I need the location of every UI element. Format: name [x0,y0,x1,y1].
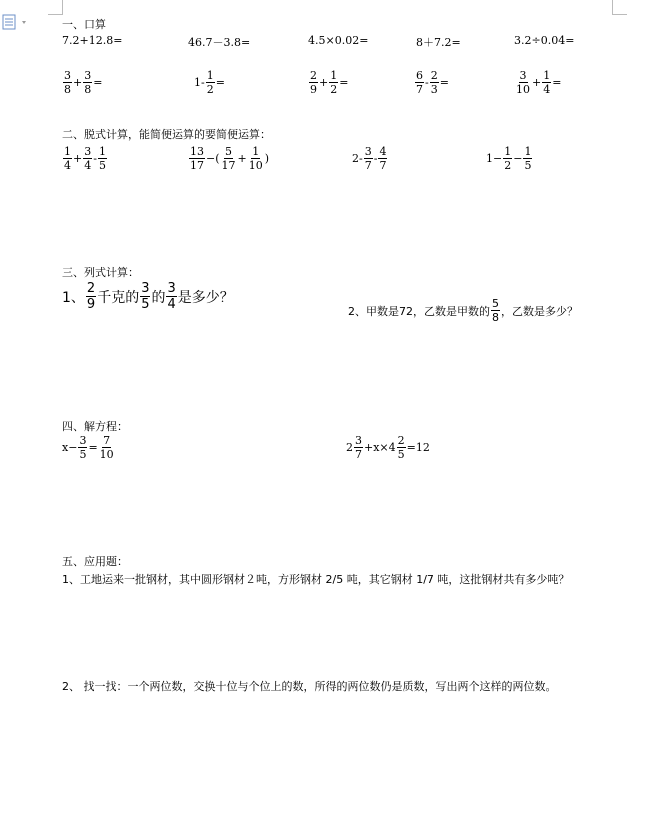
stepwise-problem-3: 2- $\frac{3}{7}$ - $\frac{4}{7}$ [352,145,387,172]
column-calc-question-2: 2、甲数是72，乙数是甲数的 $\frac{5}{8}$ ，乙数是多少？ [348,297,578,324]
oral-expression-2: 46.7－3.8= [188,36,251,49]
oral-fraction-5: $\frac{3}{10}$ + $\frac{1}{4}$ = [516,69,562,96]
oral-fraction-3: $\frac{2}{9}$ + $\frac{1}{2}$ = [310,69,349,96]
oral-expression-1: 7.2+12.8= [62,34,123,47]
column-calc-question-1: 1、 $\frac{2}{9}$ 千克的 $\frac{3}{5}$ 的 $\frac{3}{4}$ 是多少？ [62,281,234,312]
section-2-title: 二、脱式计算，能简便运算的要简便运算： [62,128,271,141]
section-5-title: 五、应用题： [62,555,128,568]
section-4-title: 四、解方程： [62,420,128,433]
page-corner-mark-right [612,0,627,15]
document-icon[interactable] [2,14,30,33]
oral-expression-5: 3.2÷0.04= [514,34,575,47]
page-corner-mark-left [48,0,63,15]
oral-fraction-2: 1- $\frac{1}{2}$ = [194,69,225,96]
stepwise-problem-2: $\frac{13}{17}$ −( $\frac{5}{17}$ + $\frac{1}{10}$ ) [190,145,270,172]
oral-expression-4: 8＋7.2= [416,36,461,49]
section-1-title: 一、口算 [62,18,106,31]
section-3-title: 三、列式计算： [62,266,139,279]
equation-1: x− $\frac{3}{5}$ = $\frac{7}{10}$ [62,434,114,461]
equation-2: 2 $\frac{3}{7}$ +x×4 $\frac{2}{5}$ =12 [346,434,430,461]
oral-expression-3: 4.5×0.02= [308,34,369,47]
application-question-2: 2、 找一找：一个两位数，交换十位与个位上的数，所得的两位数仍是质数，写出两个这样的两位数。 [62,680,557,693]
oral-fraction-1: $\frac{3}{8}$ + $\frac{3}{8}$ = [64,69,103,96]
application-question-1: 1、工地运来一批钢材，其中圆形钢材２吨，方形钢材 2/5 吨，其它钢材 1/7 吨，这批钢材共有多少吨？ [62,573,570,586]
stepwise-problem-4: 1− $\frac{1}{2}$ − $\frac{1}{5}$ [486,145,532,172]
stepwise-problem-1: $\frac{1}{4}$ + $\frac{3}{4}$ - $\frac{1}{5}$ [64,145,106,172]
oral-fraction-4: $\frac{6}{7}$ - $\frac{2}{3}$ = [416,69,449,96]
